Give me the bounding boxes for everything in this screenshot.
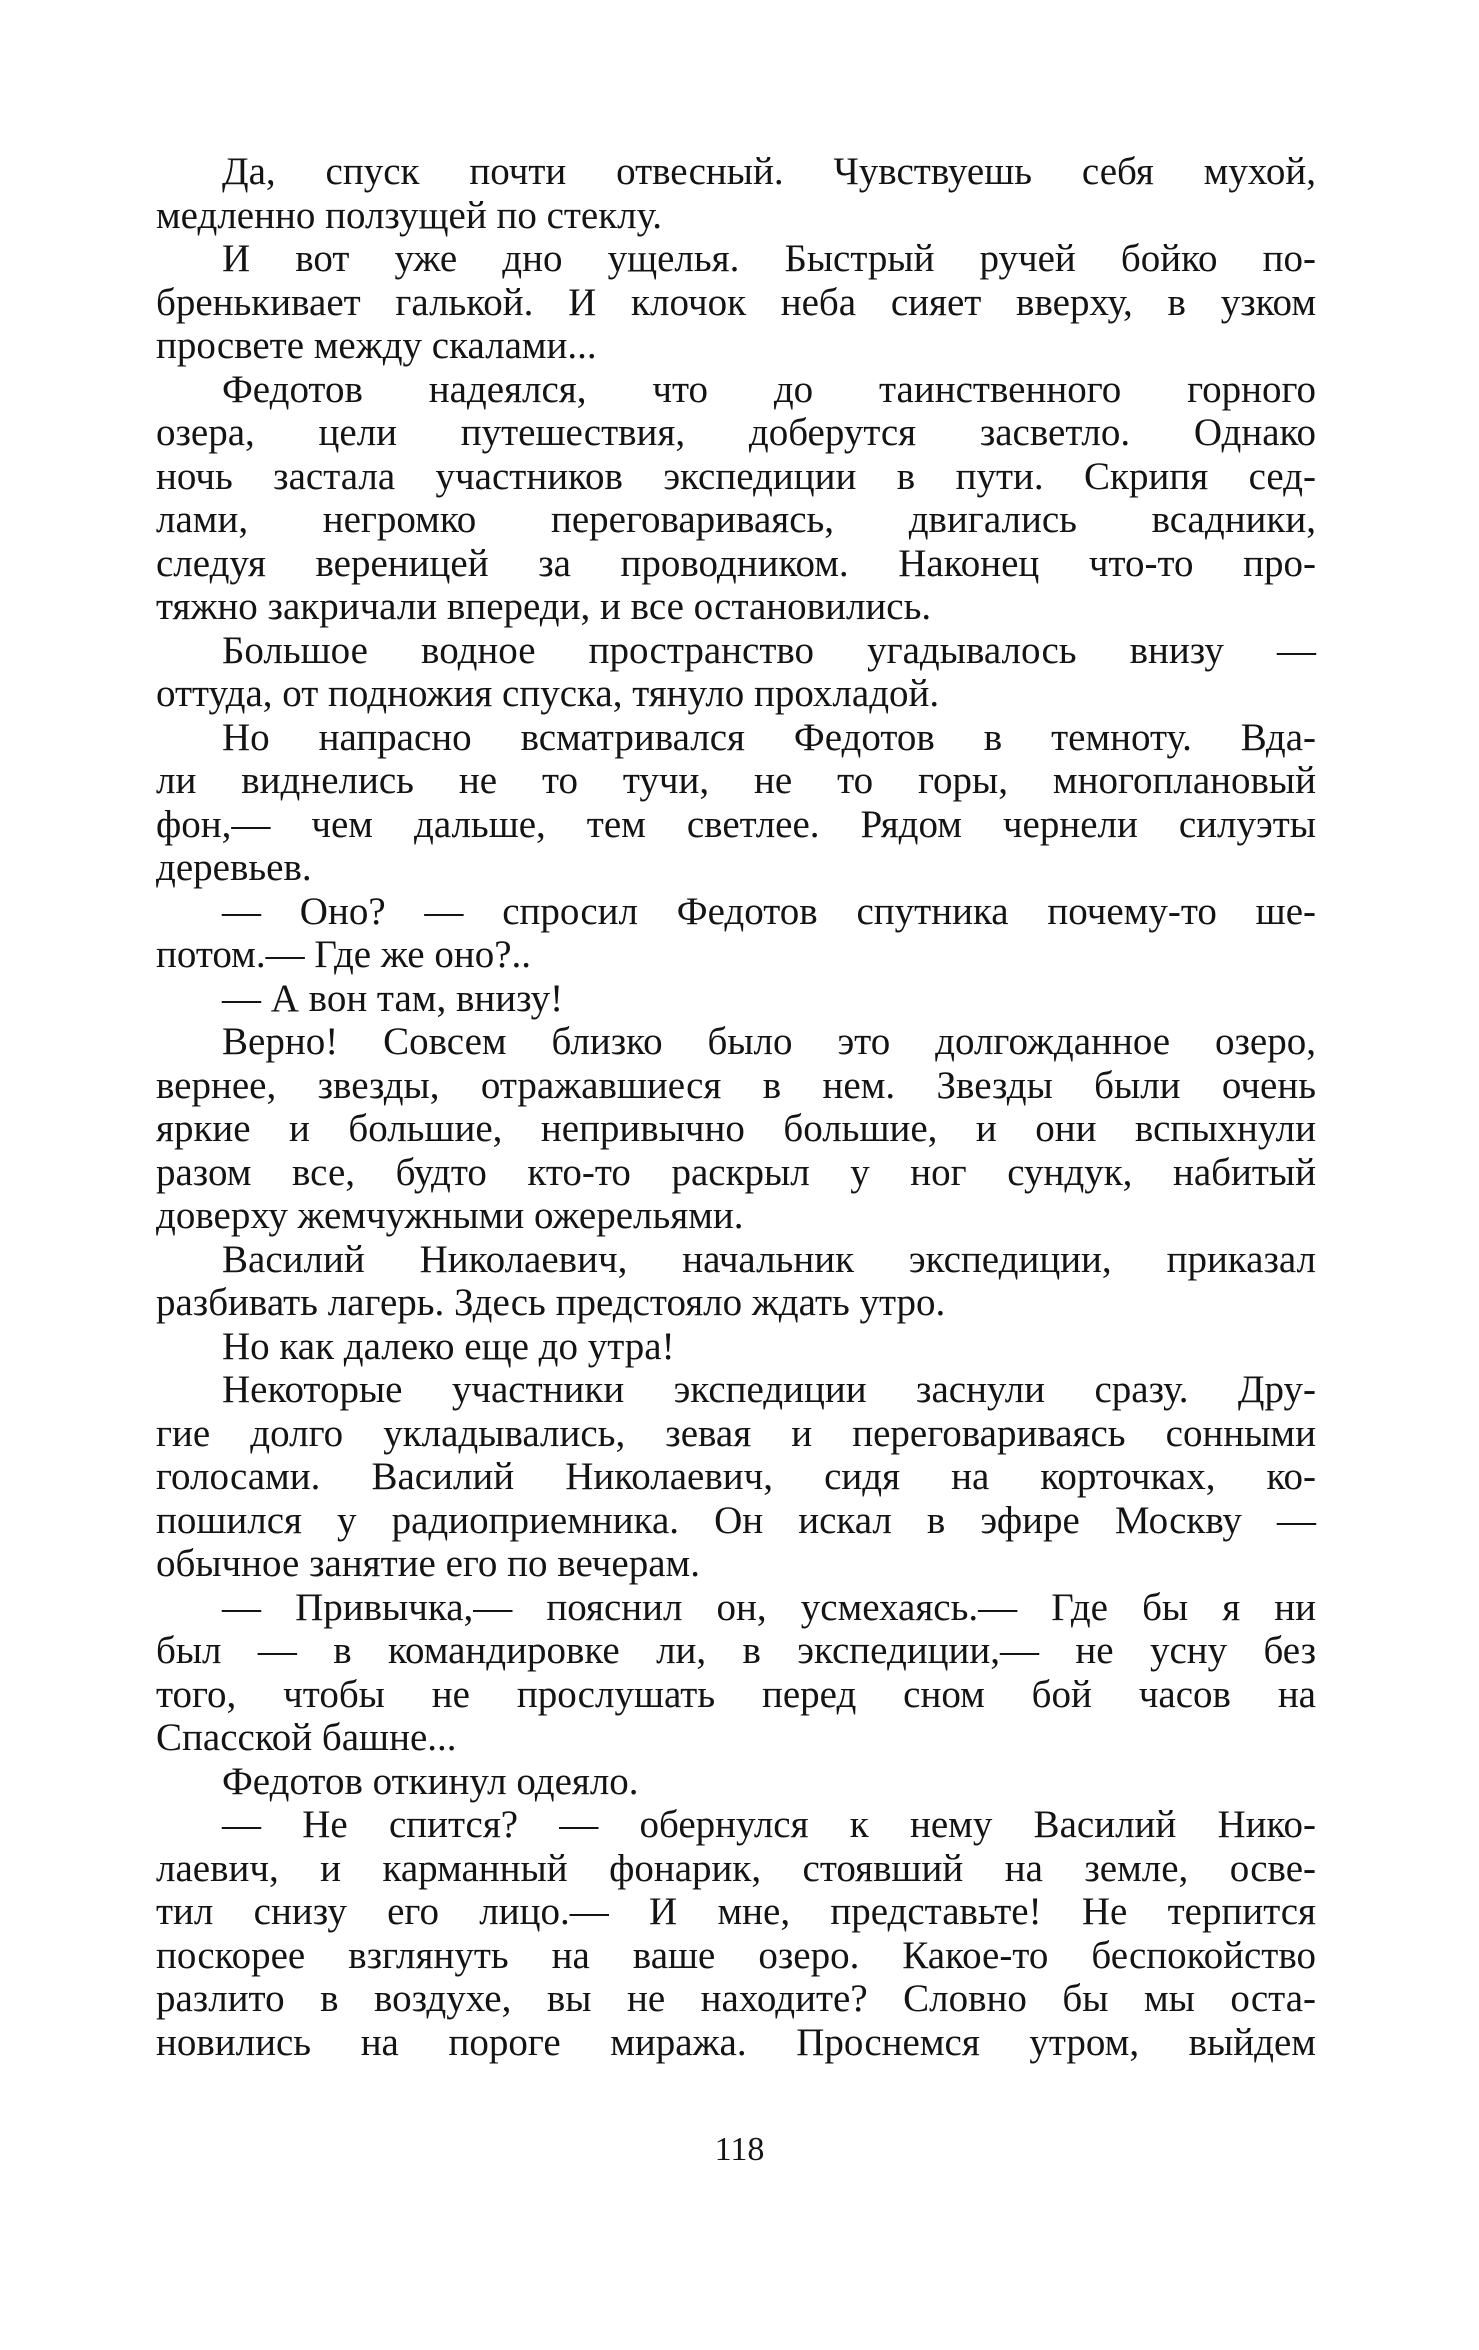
text-line: бренькивает галькой. И клочок неба сияет вверху, в узком	[156, 280, 1316, 324]
paragraph	[156, 629, 1316, 716]
text-line: разлито в воздухе, вы не находите? Словно бы мы оста-	[156, 1977, 1316, 2020]
text-line: Некоторые участники экспедиции заснули сразу. Дру-	[222, 1368, 1316, 1411]
paragraph	[156, 1586, 1316, 1760]
text-line: — А вон там, внизу!	[222, 976, 564, 1020]
text-line: деревьев.	[156, 846, 312, 889]
text-line: просвете между скалами...	[156, 324, 597, 367]
paragraph	[156, 1020, 1316, 1238]
text-line: — Привычка,— пояснил он, усмехаясь.— Где бы я ни	[222, 1585, 1316, 1629]
text-line: ночь застала участников экспедиции в пути. Скрипя сед-	[156, 454, 1316, 498]
text-line: ли виднелись не то тучи, не то горы, многоплановый	[156, 759, 1316, 802]
text-line: тяжно закричали впереди, и все остановились.	[156, 585, 932, 628]
text-line: Верно! Совсем близко было это долгожданное озеро,	[222, 1020, 1316, 1063]
text-line: — Оно? — спросил Федотов спутника почему-то ше-	[222, 889, 1316, 933]
text-line: тил снизу его лицо.— И мне, представьте! Не терпится	[156, 1890, 1316, 1933]
text-line: лами, негромко переговариваясь, двигались всадники,	[156, 498, 1316, 541]
text-line: Большое водное пространство угадывалось внизу —	[222, 628, 1316, 672]
text-line: следуя вереницей за проводником. Наконец что-то про-	[156, 541, 1316, 585]
paragraph	[156, 716, 1316, 890]
text-line: был — в командировке ли, в экспедиции,— не усну без	[156, 1629, 1316, 1672]
page-number: 118	[714, 2131, 765, 2168]
text-line: гие долго укладывались, зевая и переговариваясь сонными	[156, 1411, 1316, 1455]
text-line: голосами. Василий Николаевич, сидя на корточках, ко-	[156, 1455, 1316, 1498]
paragraph	[156, 1803, 1316, 2064]
text-line: медленно ползущей по стеклу.	[156, 193, 662, 237]
text-line: яркие и большие, непривычно большие, и они вспыхнули	[156, 1107, 1316, 1150]
text-line: потом.— Где же оно?..	[156, 933, 532, 976]
paragraph	[156, 1368, 1316, 1586]
text-line: того, чтобы не прослушать перед сном бой часов на	[156, 1672, 1316, 1716]
text-line: Спасской башне...	[156, 1716, 457, 1759]
text-line: вернее, звезды, отражавшиеся в нем. Звезды были очень	[156, 1063, 1316, 1107]
text-line: Василий Николаевич, начальник экспедиции, приказал	[222, 1237, 1316, 1281]
body-text	[156, 150, 1316, 2064]
text-line: новились на пороге миража. Проснемся утром, выйдем	[156, 2020, 1316, 2064]
text-line: обычное занятие его по вечерам.	[156, 1542, 700, 1585]
paragraph	[156, 890, 1316, 977]
text-line: — Не спится? — обернулся к нему Василий Нико-	[222, 1803, 1316, 1846]
paragraph	[156, 368, 1316, 629]
paragraph	[156, 977, 1316, 1021]
text-line: пошился у радиоприемника. Он искал в эфире Москву —	[156, 1498, 1316, 1542]
text-line: оттуда, от подножия спуска, тянуло прохладой.	[156, 672, 940, 715]
text-line: поскорее взглянуть на ваше озеро. Какое-то беспокойство	[156, 1933, 1316, 1977]
text-line: Федотов откинул одеяло.	[222, 1759, 639, 1803]
paragraph	[156, 1325, 1316, 1369]
text-line: И вот уже дно ущелья. Быстрый ручей бойко по-	[222, 237, 1316, 280]
text-line: озера, цели путешествия, доберутся засветло. Однако	[156, 411, 1316, 454]
paragraph	[156, 1760, 1316, 1804]
paragraph	[156, 237, 1316, 368]
paragraph	[156, 1238, 1316, 1325]
text-line: фон,— чем дальше, тем светлее. Рядом чернели силуэты	[156, 802, 1316, 846]
text-line: разбивать лагерь. Здесь предстояло ждать утро.	[156, 1281, 946, 1324]
text-line: доверху жемчужными ожерельями.	[156, 1194, 744, 1237]
text-line: лаевич, и карманный фонарик, стоявший на земле, осве-	[156, 1846, 1316, 1890]
paragraph	[156, 150, 1316, 237]
text-line: разом все, будто кто-то раскрыл у ног сундук, набитый	[156, 1150, 1316, 1194]
text-line: Но напрасно всматривался Федотов в темноту. Вда-	[222, 715, 1316, 759]
text-line: Да, спуск почти отвесный. Чувствуешь себя мухой,	[222, 150, 1316, 193]
text-line: Но как далеко еще до утра!	[222, 1324, 675, 1368]
text-line: Федотов надеялся, что до таинственного горного	[222, 367, 1316, 411]
